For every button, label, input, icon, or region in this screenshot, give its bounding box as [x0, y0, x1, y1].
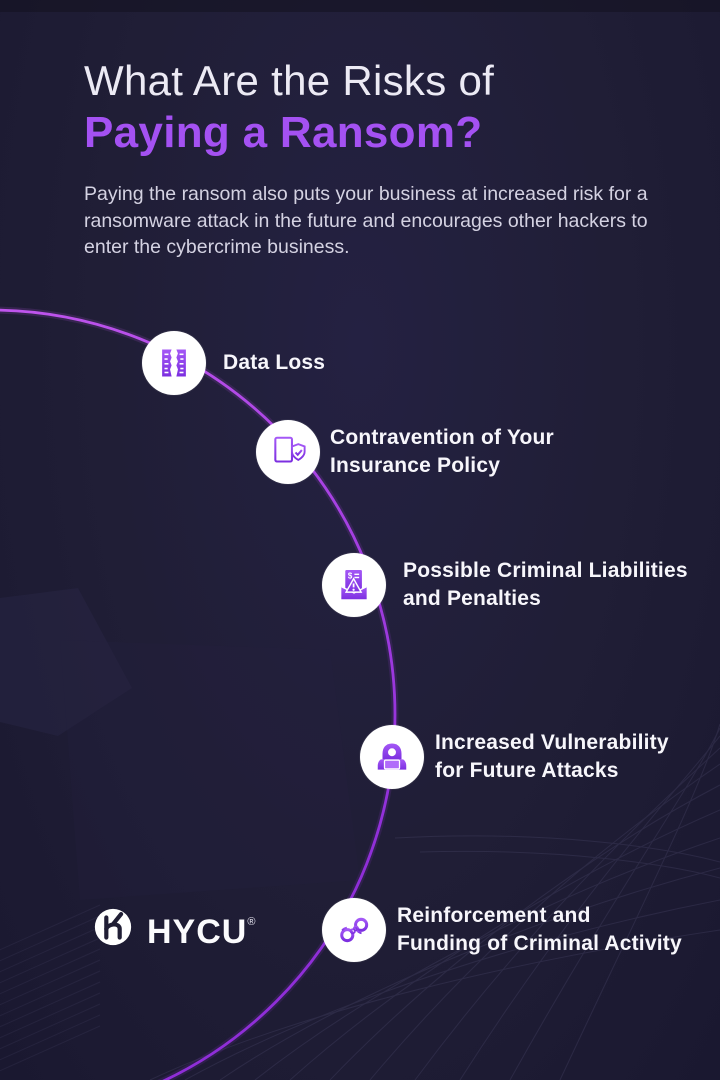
risk-node-circle: [322, 898, 386, 962]
risk-node-circle: [360, 725, 424, 789]
page-title-line1: What Are the Risks of: [84, 57, 495, 104]
ransom-note-warning-icon: [335, 566, 373, 604]
risk-label: Contravention of Your Insurance Policy: [330, 426, 554, 477]
risk-node-circle: [322, 553, 386, 617]
brand-logo: [92, 901, 255, 953]
brand-name: HYCU®: [147, 913, 256, 951]
hycu-mark-icon: [92, 906, 134, 948]
hooded-hacker-laptop-icon: [373, 738, 411, 776]
risk-node-circle: [142, 331, 206, 395]
risk-label: Reinforcement and Funding of Criminal Activity: [397, 904, 682, 955]
svg-text:$: $: [347, 571, 353, 581]
page-description: Paying the ransom also puts your business at increased risk for a ransomware attack in the future and encourages other hackers to enter the cybercrime business.: [84, 183, 648, 258]
torn-data-sheet-icon: [155, 344, 193, 382]
registered-trademark: ®: [247, 916, 256, 928]
handcuffs-icon: [335, 911, 373, 949]
hatch-lines: [0, 905, 100, 1073]
risk-label: Data Loss: [223, 351, 326, 374]
risk-label: Possible Criminal Liabilities and Penalties: [403, 559, 688, 610]
risk-node-circle: [256, 420, 320, 484]
risk-label: Increased Vulnerability for Future Attacks: [435, 731, 669, 782]
page-title-line2: Paying a Ransom?: [84, 108, 483, 157]
policy-document-shield-check-icon: [269, 433, 307, 471]
